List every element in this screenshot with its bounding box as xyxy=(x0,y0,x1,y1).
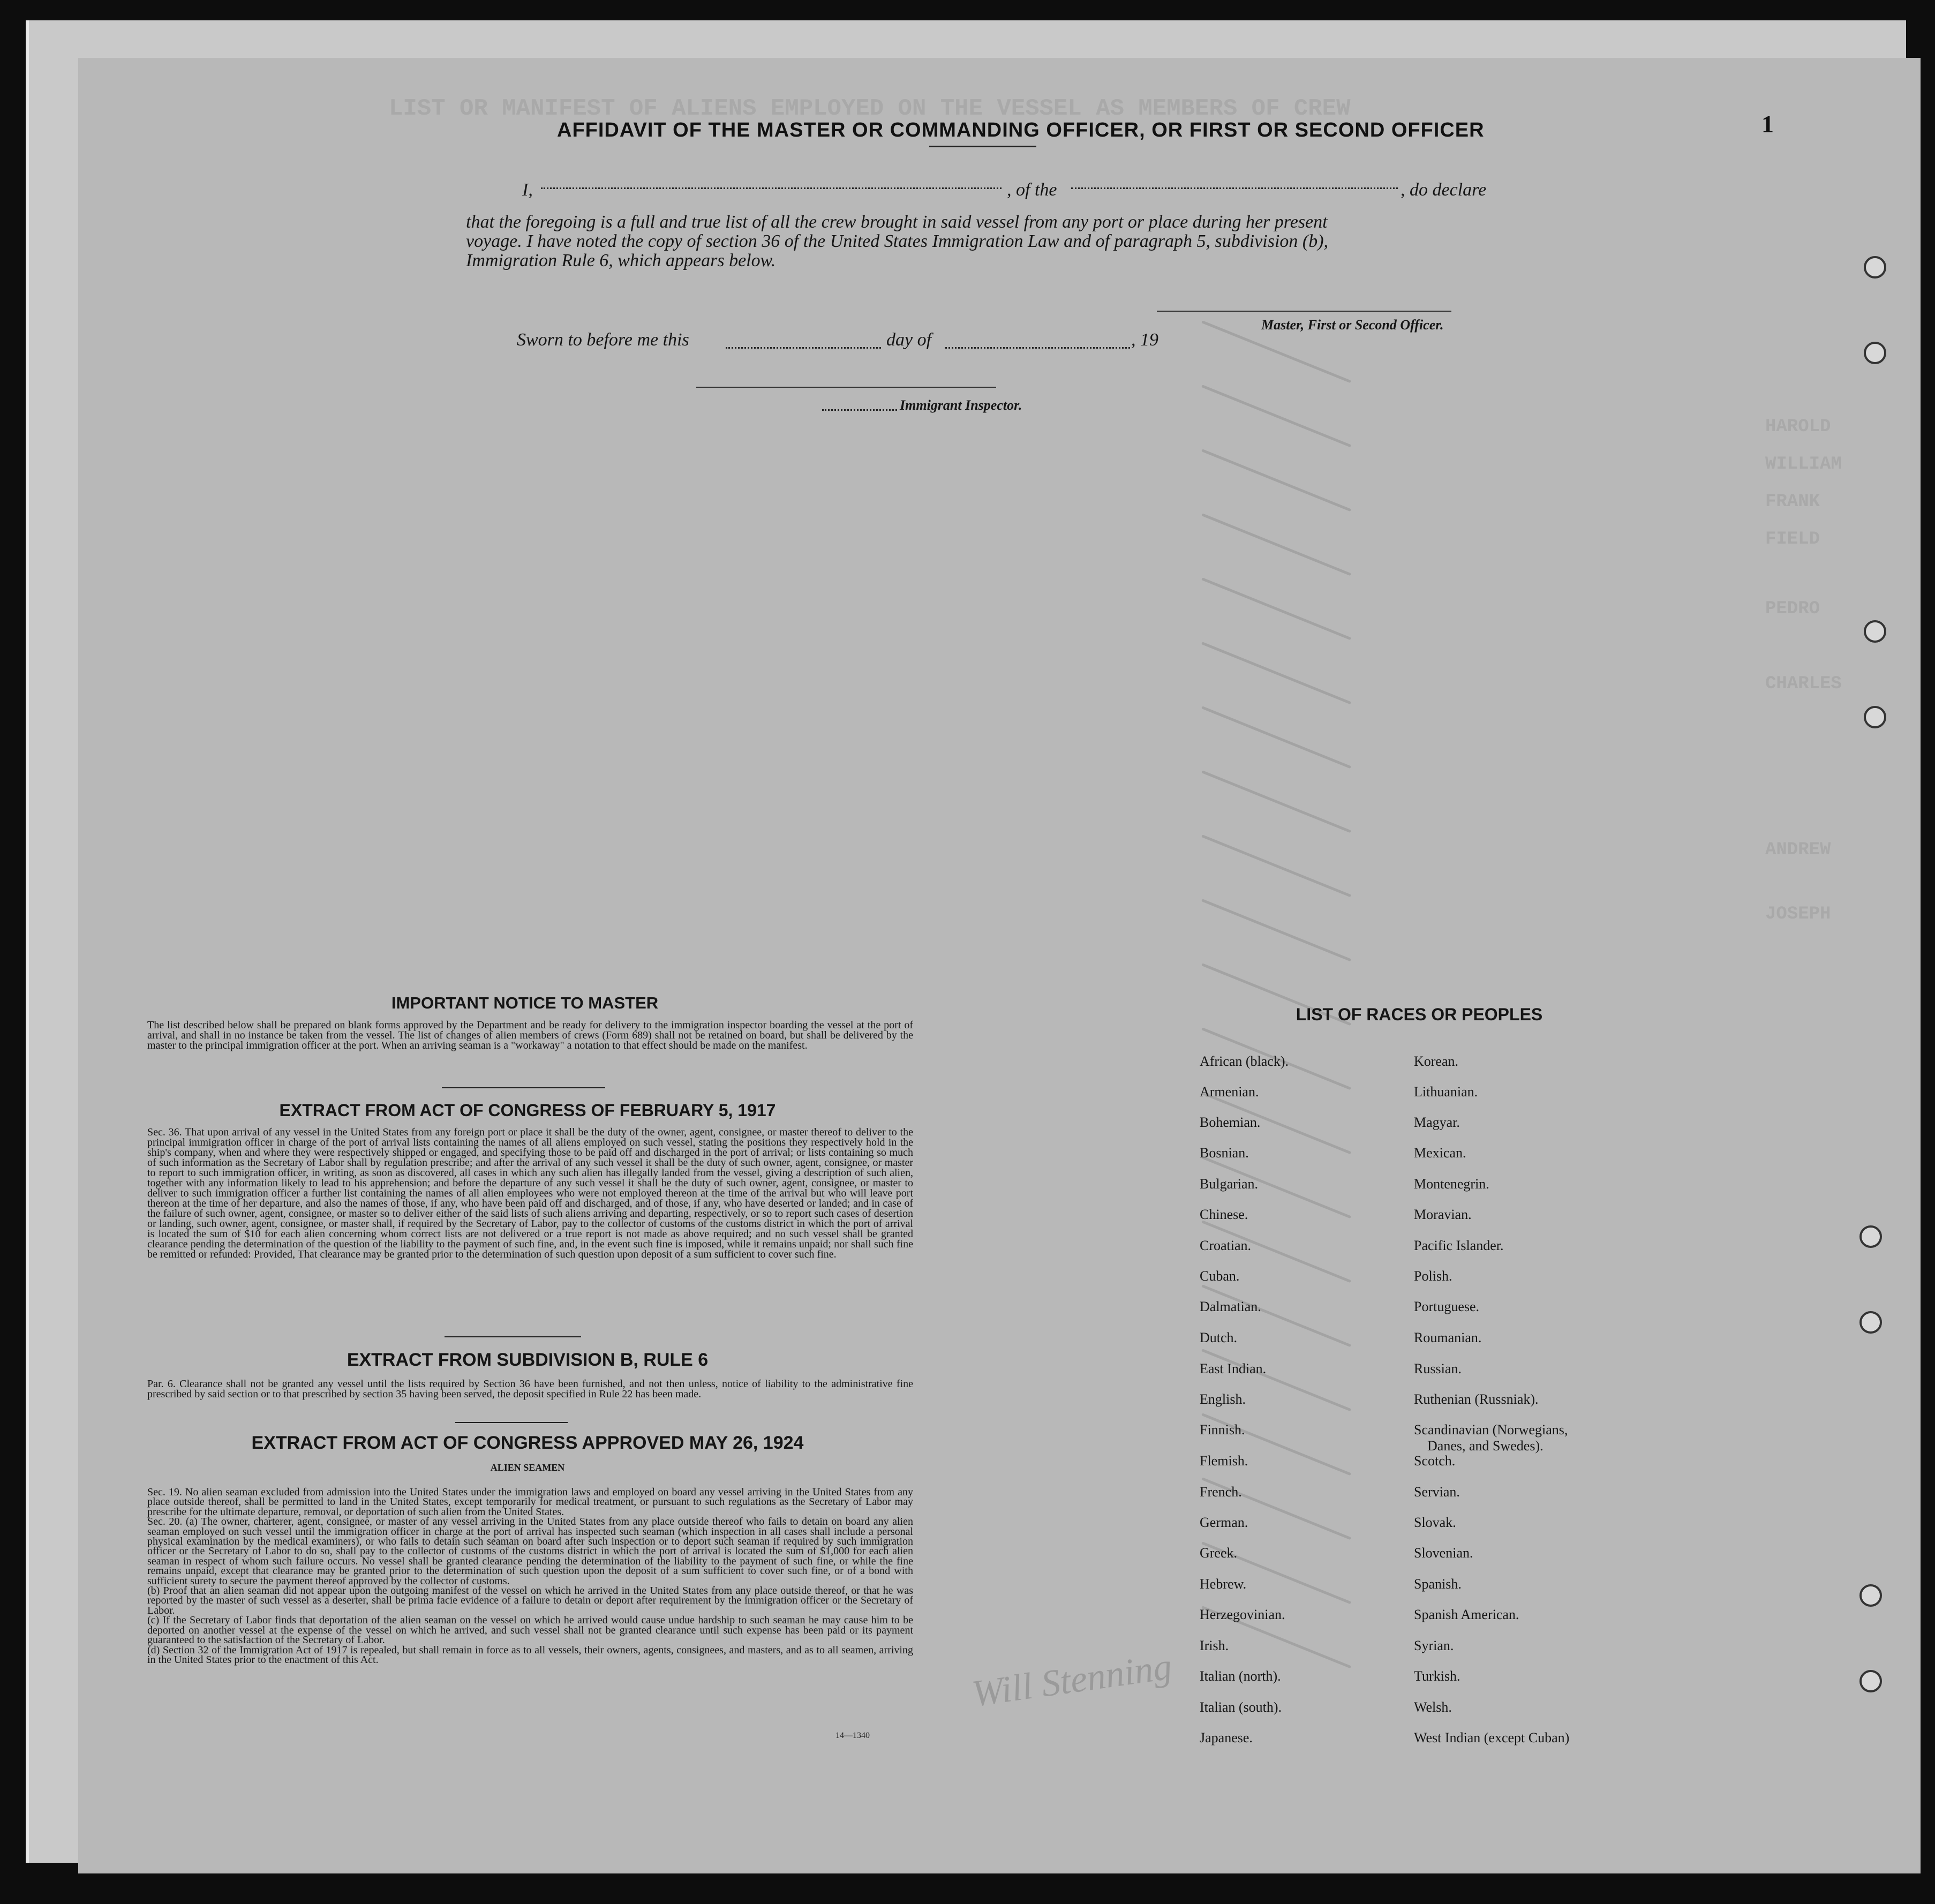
race-item: African (black). xyxy=(1200,1053,1289,1069)
sec20d-paragraph: (d) Section 32 of the Immigration Act of 1917 is repealed, but shall remain in force as to all vessels, their owners, agents, consignees, and masters, and as to all seamen, arriving in the United States prior to the enactment of this Act. xyxy=(147,1644,913,1666)
page-number: 1 xyxy=(1761,110,1774,138)
faint-signature: Will Stenning xyxy=(969,1646,1174,1715)
race-item: Ruthenian (Russniak). xyxy=(1414,1391,1539,1407)
bleed-through-text: FRANK xyxy=(1765,492,1820,512)
bleed-through-text: PEDRO xyxy=(1765,599,1820,619)
sworn-month-field[interactable] xyxy=(945,347,1130,349)
binder-hole xyxy=(1864,256,1886,279)
bleed-through-text: ANDREW xyxy=(1765,840,1831,860)
race-item: Croatian. xyxy=(1200,1238,1252,1253)
rule6-text xyxy=(147,1379,913,1399)
form-number: 14—1340 xyxy=(835,1731,870,1740)
race-item: Italian (north). xyxy=(1200,1668,1281,1684)
race-item: Moravian. xyxy=(1414,1207,1472,1222)
bleed-through-heading: LIST OR MANIFEST OF ALIENS EMPLOYED ON THE VESSEL AS MEMBERS OF CREW xyxy=(389,95,1351,122)
race-item: Slovenian. xyxy=(1414,1545,1473,1561)
race-item: Turkish. xyxy=(1414,1668,1460,1684)
binder-hole xyxy=(1859,1311,1882,1334)
race-item: Syrian. xyxy=(1414,1638,1454,1653)
race-item: Korean. xyxy=(1414,1053,1459,1069)
race-item: Hebrew. xyxy=(1200,1576,1247,1592)
affidavit-text-line: Immigration Rule 6, which appears below. xyxy=(466,251,776,270)
extract-1924-text xyxy=(147,1487,913,1665)
extract-1917-title: EXTRACT FROM ACT OF CONGRESS OF FEBRUARY 5, 1917 xyxy=(279,1101,776,1120)
affidavit-text-line: that the foregoing is a full and true list of all the crew brought in said vessel from any port or place during her present xyxy=(466,212,1328,232)
rule6-title: EXTRACT FROM SUBDIVISION B, RULE 6 xyxy=(347,1350,709,1370)
notice-text xyxy=(147,1020,913,1051)
race-item: Spanish. xyxy=(1414,1576,1462,1592)
races-title: LIST OF RACES OR PEOPLES xyxy=(1296,1005,1543,1024)
race-item: Bosnian. xyxy=(1200,1145,1249,1161)
race-item: Finnish. xyxy=(1200,1422,1245,1438)
sworn-label: Sworn to before me this xyxy=(517,330,689,350)
extract-1917-paragraph: Sec. 36. That upon arrival of any vessel in the United States from any foreign port or place it shall be the duty of the owner, agent, consignee, or master thereof to deliver to the principal immigration officer in charge of the port of arrival lists containing the names of all aliens employed on such vessel, stating the positions they respectively hold in the ship's company, when and where they were respectively shipped or engaged, and specifying those to be paid off and discharged in the port of arrival; or lists containing so much of such information as the Secretary of Labor shall by regulation prescribe; and after the arrival of any such vessel it shall be the duty of such owner, agent, consignee, or master to report to such immigration officer, in writing, as soon as discovered, all cases in which any such alien has illegally landed from the vessel, giving a description of such alien, together with any information likely to lead to his apprehension; and before the departure of any such vessel it shall be the duty of such owner, agent, consignee, or master to deliver to such immigration officer a further list containing the names of all alien employees who were not employed thereon at the time of the arrival but who will leave port thereon at the time of her departure, and also the names of those, if any, who have been paid off and discharged, and of those, if any, who have deserted or landed; and in case of the failure of such owner, agent, consignee, or master so to deliver either of the said lists of such aliens arriving and departing, respectively, or so to report such cases of desertion or landing, such owner, agent, consignee, or master shall, if required by the Secretary of Labor, pay to the collector of customs of the customs district in which the port of arrival is located the sum of $10 for each alien concerning whom correct lists are not delivered or a true report is not made as above required; and no such vessel shall be granted clearance pending the determination of the question of the liability to the payment of such fine, and, in the event such fine is imposed, while it remains unpaid; nor shall such fine be remitted or refunded: Provided, That clearance may be granted prior to the determination of such question upon deposit of a sum sufficient to cover such fine. xyxy=(147,1126,913,1260)
race-item: Bulgarian. xyxy=(1200,1176,1259,1192)
section-rule xyxy=(455,1422,568,1423)
affidavit-of-the: , of the xyxy=(1007,180,1057,200)
vessel-name-field[interactable] xyxy=(1071,187,1398,189)
race-item: Polish. xyxy=(1414,1268,1452,1284)
race-item: Servian. xyxy=(1414,1484,1460,1500)
race-item: Chinese. xyxy=(1200,1207,1248,1222)
race-item: English. xyxy=(1200,1391,1246,1407)
race-item: Montenegrin. xyxy=(1414,1176,1489,1192)
race-item: French. xyxy=(1200,1484,1242,1500)
notice-paragraph: The list described below shall be prepared on blank forms approved by the Department and be ready for delivery to the immigration inspector boarding the vessel at the port of arrival, and shall in no instance be taken from the vessel. The list of changes of alien members of crews (Form 689) shall not be retained on board, but shall be delivered by the master to the principal immigration officer at the port. When an arriving seaman is a "workaway" a notation to that effect should be made on the manifest. xyxy=(147,1019,913,1051)
race-item: Pacific Islander. xyxy=(1414,1238,1504,1253)
race-item: West Indian (except Cuban) xyxy=(1414,1730,1570,1745)
extract-1924-title: EXTRACT FROM ACT OF CONGRESS APPROVED MAY 26, 1924 xyxy=(251,1433,804,1453)
race-item: Magyar. xyxy=(1414,1115,1460,1130)
sec19-paragraph: Sec. 19. No alien seaman excluded from admission into the United States under the immigration laws and employed on board any vessel arriving in the United States from any place outside thereof, shall be permitted to land in the United States, except temporarily for medical treatment, or pursuant to such regulations as the Secretary of Labor may prescribe for the ultimate departure, removal, or deportation of such alien from the United States. xyxy=(147,1486,913,1518)
race-item: Dutch. xyxy=(1200,1330,1238,1345)
alien-seamen-subtitle: ALIEN SEAMEN xyxy=(490,1462,565,1473)
title-rule xyxy=(929,146,1036,147)
race-item: Flemish. xyxy=(1200,1453,1248,1469)
races-column-2-extra xyxy=(1427,1438,1544,1469)
binder-hole xyxy=(1864,620,1886,643)
master-name-field[interactable] xyxy=(541,187,1002,189)
race-item: Roumanian. xyxy=(1414,1330,1482,1345)
binder-hole xyxy=(1864,342,1886,364)
bleed-through-text: HAROLD xyxy=(1765,417,1831,437)
bleed-through-text: JOSEPH xyxy=(1765,904,1831,924)
race-item: Portuguese. xyxy=(1414,1299,1480,1314)
affidavit-text-line: voyage. I have noted the copy of section 36 of the United States Immigration Law and of paragraph 5, subdivision (b), xyxy=(466,231,1329,251)
inspector-label: Immigrant Inspector. xyxy=(900,397,1022,413)
year-prefix: , 19 xyxy=(1131,330,1158,350)
sec20c-paragraph: (c) If the Secretary of Labor finds that deportation of the alien seaman on the vessel on which he arrived would cause undue hardship to such seaman he may cause him to be deported on another vessel at the expense of the vessel on which he arrived, and such vessel shall not be granted clearance until such expense has been paid or its payment guaranteed to the satisfaction of the Secretary of Labor. xyxy=(147,1614,913,1646)
sec20a-paragraph: Sec. 20. (a) The owner, charterer, agent, consignee, or master of any vessel arriving in the United States from any place outside thereof who fails to detain on board any alien seaman employed on such vessel until the immigration officer in charge at the port of arrival has inspected such seaman (which inspection in all cases shall include a personal physical examination by the medical examiners), or who fails to detain such seaman on board after such inspection or to deport such seaman if required by such immigration officer or the Secretary of Labor to do so, shall pay to the collector of customs of the customs district in which the port of arrival is located the sum of $1,000 for each alien seaman in respect of whom such failure occurs. No vessel shall be granted clearance pending the determination of the liability to the payment of such fine, or while the fine remains unpaid, except that clearance may be granted prior to the determination of such question upon the deposit of a sum sufficient to cover such fine, or of a bond with sufficient surety to secure the payment thereof approved by the collector of customs. xyxy=(147,1516,913,1587)
race-item: East Indian. xyxy=(1200,1361,1267,1376)
race-item: Russian. xyxy=(1414,1361,1462,1376)
inspector-dots xyxy=(822,409,897,411)
extract-1917-text xyxy=(147,1127,913,1260)
affidavit-do-declare: , do declare xyxy=(1401,180,1487,200)
section-rule xyxy=(445,1336,581,1337)
race-item: Scandinavian (Norwegians, xyxy=(1414,1422,1568,1438)
race-item: Welsh. xyxy=(1414,1699,1452,1715)
race-item: Lithuanian. xyxy=(1414,1084,1478,1100)
race-item: Slovak. xyxy=(1414,1515,1456,1530)
binder-hole xyxy=(1864,706,1886,728)
bleed-through-text: FIELD xyxy=(1765,529,1820,550)
race-item: Danes, and Swedes). xyxy=(1427,1438,1544,1454)
race-item: Italian (south). xyxy=(1200,1699,1282,1715)
notice-title: IMPORTANT NOTICE TO MASTER xyxy=(391,994,659,1012)
affidavit-title: AFFIDAVIT OF THE MASTER OR COMMANDING OFFICER, OR FIRST OR SECOND OFFICER xyxy=(557,119,1485,141)
race-item: Mexican. xyxy=(1414,1145,1466,1161)
binder-hole xyxy=(1859,1670,1882,1692)
day-of-label: day of xyxy=(886,330,932,350)
inspector-signature-line[interactable] xyxy=(696,387,996,388)
race-item: Herzegovinian. xyxy=(1200,1607,1285,1622)
binder-hole xyxy=(1859,1584,1882,1607)
race-item: Japanese. xyxy=(1200,1730,1253,1745)
race-item: Dalmatian. xyxy=(1200,1299,1261,1314)
race-item: Armenian. xyxy=(1200,1084,1259,1100)
sworn-day-field[interactable] xyxy=(726,347,881,349)
race-item: German. xyxy=(1200,1515,1248,1530)
section-rule xyxy=(442,1087,605,1088)
master-signature-line[interactable] xyxy=(1157,311,1451,312)
rule6-paragraph: Par. 6. Clearance shall not be granted any vessel until the lists required by Section 36 have been furnished, and not then unless, notice of liability to the administrative fine prescribed by said section or to that prescribed by section 35 having been served, the deposit specified in Rule 22 has been made. xyxy=(147,1378,913,1400)
race-item: Scotch. xyxy=(1414,1453,1456,1469)
bleed-through-text: CHARLES xyxy=(1765,674,1842,694)
master-signature-label: Master, First or Second Officer. xyxy=(1261,317,1444,333)
sec20b-paragraph: (b) Proof that an alien seaman did not appear upon the outgoing manifest of the vessel on which he arrived in the United States from any place outside thereof, or that he was reported by the master of such vessel as a deserter, shall be prima facie evidence of a failure to detain or deport after requirement by the immigration officer or the Secretary of Labor. xyxy=(147,1585,913,1616)
race-item: Spanish American. xyxy=(1414,1607,1519,1622)
race-item: Irish. xyxy=(1200,1638,1229,1653)
race-item: Bohemian. xyxy=(1200,1115,1261,1130)
race-item: Greek. xyxy=(1200,1545,1238,1561)
binder-hole xyxy=(1859,1225,1882,1248)
race-item: Cuban. xyxy=(1200,1268,1240,1284)
bleed-through-text: WILLIAM xyxy=(1765,454,1842,475)
affidavit-i: I, xyxy=(522,180,533,200)
